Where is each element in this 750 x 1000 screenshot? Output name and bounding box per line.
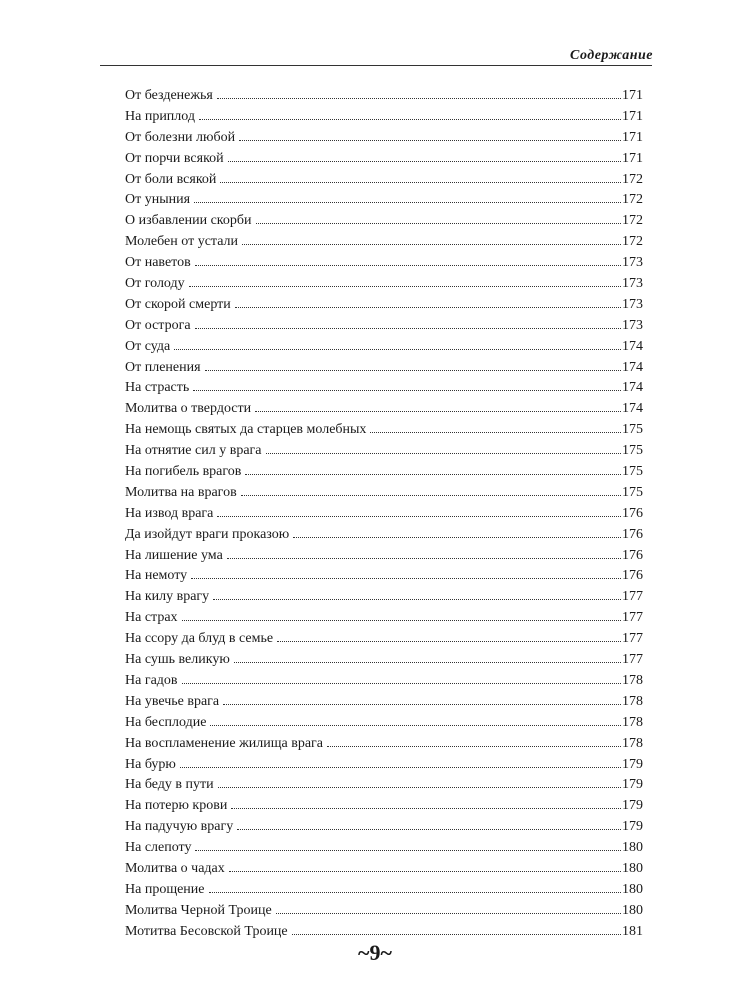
toc-entry xyxy=(125,546,643,567)
toc-entry xyxy=(125,211,643,232)
toc-entry xyxy=(125,650,643,671)
toc-entry xyxy=(125,128,643,149)
toc-entry xyxy=(125,692,643,713)
toc-entry-page: 178 xyxy=(622,672,643,688)
toc-entry xyxy=(125,441,643,462)
dot-leader xyxy=(245,474,621,475)
toc-entry xyxy=(125,817,643,838)
toc-entry xyxy=(125,253,643,274)
toc-entry xyxy=(125,796,643,817)
toc-entry-page: 180 xyxy=(622,881,643,897)
toc-entry-page: 175 xyxy=(622,464,643,480)
toc-entry-page: 179 xyxy=(622,777,643,793)
toc-entry xyxy=(125,378,643,399)
toc-entry xyxy=(125,608,643,629)
toc-entry-title: На падучую врагу xyxy=(125,819,234,835)
toc-entry-title: На немощь святых да старцев молебных xyxy=(125,422,367,438)
toc-entry-title: От голоду xyxy=(125,276,185,292)
dot-leader xyxy=(223,704,621,705)
dot-leader xyxy=(242,244,621,245)
toc-entry xyxy=(125,420,643,441)
toc-entry-page: 176 xyxy=(622,568,643,584)
toc-entry-title: От уныния xyxy=(125,192,191,208)
toc-entry xyxy=(125,901,643,922)
toc-entry-page: 178 xyxy=(622,735,643,751)
toc-entry-title: На беду в пути xyxy=(125,777,214,793)
dot-leader xyxy=(195,265,621,266)
toc-entry-title: На лишение ума xyxy=(125,547,223,563)
toc-entry-page: 173 xyxy=(622,276,643,292)
toc-entry xyxy=(125,316,643,337)
toc-entry xyxy=(125,880,643,901)
toc-entry-title: На страх xyxy=(125,610,178,626)
toc-entry-title: От скорой смерти xyxy=(125,296,231,312)
toc-entry-title: От порчи всякой xyxy=(125,150,224,166)
dot-leader xyxy=(210,725,621,726)
dot-leader xyxy=(182,683,621,684)
dot-leader xyxy=(218,787,621,788)
dot-leader xyxy=(266,453,622,454)
dot-leader xyxy=(209,892,621,893)
dot-leader xyxy=(256,223,622,224)
toc-entry-title: На потерю крови xyxy=(125,798,228,814)
toc-entry xyxy=(125,232,643,253)
dot-leader xyxy=(195,850,621,851)
toc-entry xyxy=(125,462,643,483)
dot-leader xyxy=(227,558,621,559)
dot-leader xyxy=(228,161,621,162)
toc-entry xyxy=(125,337,643,358)
dot-leader xyxy=(217,98,621,99)
toc-entry xyxy=(125,838,643,859)
toc-entry-title: На бесплодие xyxy=(125,714,207,730)
dot-leader xyxy=(193,390,621,391)
toc-entry-title: На приплод xyxy=(125,108,196,124)
toc-entry-title: На воспламенение жилища врага xyxy=(125,735,323,751)
toc-entry xyxy=(125,587,643,608)
toc-entry xyxy=(125,358,643,379)
toc-entry xyxy=(125,483,643,504)
toc-entry xyxy=(125,859,643,880)
toc-entry-page: 175 xyxy=(622,484,643,500)
toc-entry-page: 173 xyxy=(622,255,643,271)
toc-entry-page: 172 xyxy=(622,171,643,187)
toc-entry-title: От острога xyxy=(125,317,191,333)
toc-entry xyxy=(125,504,643,525)
dot-leader xyxy=(189,286,621,287)
toc-entry xyxy=(125,734,643,755)
toc-entry-title: На слепоту xyxy=(125,840,192,856)
toc-entry-title: Молитва на врагов xyxy=(125,484,237,500)
toc-entry-title: Мотитва Бесовской Троице xyxy=(125,923,288,939)
toc-entry xyxy=(125,190,643,211)
toc-entry-page: 177 xyxy=(622,652,643,668)
toc-entry-title: На килу врагу xyxy=(125,589,210,605)
toc-entry-page: 175 xyxy=(622,422,643,438)
toc-entry-page: 174 xyxy=(622,380,643,396)
toc-entry xyxy=(125,713,643,734)
toc-entry-title: На гадов xyxy=(125,672,178,688)
toc-entry-page: 174 xyxy=(622,359,643,375)
dot-leader xyxy=(220,182,621,183)
toc-entry-page: 177 xyxy=(622,631,643,647)
toc-entry-page: 178 xyxy=(622,693,643,709)
toc-entry-page: 171 xyxy=(622,150,643,166)
dot-leader xyxy=(191,578,621,579)
dot-leader xyxy=(237,829,621,830)
toc-entry-title: От безденежья xyxy=(125,88,213,103)
toc-entry-title: Молитва Черной Троице xyxy=(125,902,272,918)
dot-leader xyxy=(277,641,621,642)
toc-entry-page: 179 xyxy=(622,756,643,772)
toc-entry-title: На отнятие сил у врага xyxy=(125,443,262,459)
toc-entry-title: На сушь великую xyxy=(125,652,230,668)
toc-entry-page: 172 xyxy=(622,192,643,208)
toc-entry-title: Да изойдут враги проказою xyxy=(125,526,290,542)
dot-leader xyxy=(205,370,621,371)
toc-entry-title: На увечье врага xyxy=(125,693,220,709)
toc-entry-title: От наветов xyxy=(125,255,191,271)
toc-entry-page: 174 xyxy=(622,401,643,417)
toc-entry-page: 179 xyxy=(622,819,643,835)
dot-leader xyxy=(174,349,621,350)
toc-entry-page: 181 xyxy=(622,923,643,939)
toc-entry xyxy=(125,525,643,546)
dot-leader xyxy=(180,767,621,768)
toc-entry-title: Молебен от устали xyxy=(125,234,239,250)
toc-entry-page: 177 xyxy=(622,610,643,626)
toc-entry-title: На ссору да блуд в семье xyxy=(125,631,274,647)
dot-leader xyxy=(327,746,621,747)
toc-entry xyxy=(125,755,643,776)
toc-entry-title: На бурю xyxy=(125,756,176,772)
dot-leader xyxy=(217,516,621,517)
toc-entry-title: На погибель врагов xyxy=(125,464,242,480)
dot-leader xyxy=(292,934,621,935)
dot-leader xyxy=(229,871,621,872)
dot-leader xyxy=(182,620,621,621)
toc-entry-page: 171 xyxy=(622,108,643,124)
dot-leader xyxy=(213,599,621,600)
running-header: Содержание xyxy=(564,48,653,64)
toc-entry-page: 173 xyxy=(622,296,643,312)
page-number: ~9~ xyxy=(358,940,392,965)
dot-leader xyxy=(195,328,621,329)
toc-entry-title: От суда xyxy=(125,338,171,354)
toc-entry xyxy=(125,775,643,796)
dot-leader xyxy=(276,913,621,914)
dot-leader xyxy=(241,495,621,496)
dot-leader xyxy=(239,140,621,141)
dot-leader xyxy=(255,411,621,412)
toc-entry xyxy=(125,629,643,650)
toc-entry xyxy=(125,170,643,191)
table-of-contents xyxy=(125,86,643,943)
toc-entry-title: Молитва о твердости xyxy=(125,401,252,417)
toc-entry xyxy=(125,86,643,107)
toc-entry-page: 171 xyxy=(622,88,643,103)
toc-entry-page: 175 xyxy=(622,443,643,459)
dot-leader xyxy=(235,307,621,308)
dot-leader xyxy=(370,432,621,433)
toc-entry-page: 176 xyxy=(622,505,643,521)
toc-entry xyxy=(125,107,643,128)
dot-leader xyxy=(194,202,621,203)
header-rule xyxy=(100,65,652,66)
toc-entry-title: На извод врага xyxy=(125,505,214,521)
toc-entry-page: 180 xyxy=(622,860,643,876)
toc-entry-page: 177 xyxy=(622,589,643,605)
toc-entry-page: 180 xyxy=(622,902,643,918)
toc-entry-title: От пленения xyxy=(125,359,201,375)
toc-entry-page: 180 xyxy=(622,840,643,856)
toc-entry xyxy=(125,671,643,692)
toc-entry-title: О избавлении скорби xyxy=(125,213,252,229)
toc-entry-page: 173 xyxy=(622,317,643,333)
toc-entry-title: От болезни любой xyxy=(125,129,236,145)
toc-entry xyxy=(125,295,643,316)
toc-entry-title: От боли всякой xyxy=(125,171,217,187)
toc-entry xyxy=(125,274,643,295)
toc-entry-title: На страсть xyxy=(125,380,190,396)
dot-leader xyxy=(231,808,621,809)
toc-entry-page: 176 xyxy=(622,547,643,563)
toc-entry-page: 176 xyxy=(622,526,643,542)
dot-leader xyxy=(234,662,621,663)
dot-leader xyxy=(293,537,621,538)
toc-entry-title: На прощение xyxy=(125,881,205,897)
toc-entry-title: На немоту xyxy=(125,568,188,584)
toc-entry-page: 172 xyxy=(622,234,643,250)
toc-entry xyxy=(125,149,643,170)
toc-entry-page: 172 xyxy=(622,213,643,229)
toc-entry-page: 174 xyxy=(622,338,643,354)
toc-entry-page: 179 xyxy=(622,798,643,814)
toc-entry-page: 171 xyxy=(622,129,643,145)
dot-leader xyxy=(199,119,621,120)
toc-entry xyxy=(125,566,643,587)
toc-entry-page: 178 xyxy=(622,714,643,730)
toc-entry xyxy=(125,399,643,420)
toc-entry-title: Молитва о чадах xyxy=(125,860,225,876)
